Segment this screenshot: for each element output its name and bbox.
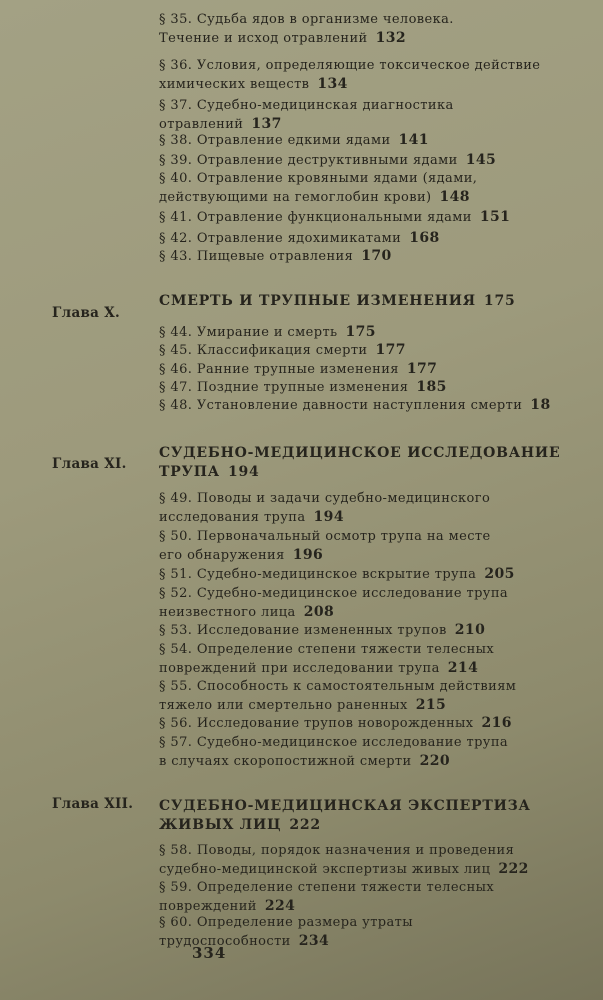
toc-page-number: 222 <box>498 861 529 877</box>
toc-entry-text: § 44. Умирание и смерть <box>159 325 338 340</box>
toc-entry-text: § 39. Отравление деструктивными ядами <box>159 153 458 168</box>
toc-page-number: 170 <box>361 248 392 264</box>
chapter-title-text: СУДЕБНО-МЕДИЦИНСКОЕ ИССЛЕДОВАНИЕ <box>159 445 561 461</box>
toc-entry-40 <box>159 169 603 207</box>
toc-page-number: 148 <box>439 189 470 205</box>
toc-entry-54 <box>159 640 603 678</box>
toc-entry-43 <box>159 247 603 266</box>
toc-page-number: 196 <box>292 547 324 563</box>
toc-entry-text: химических веществ <box>159 77 310 92</box>
toc-entry-47 <box>159 378 603 397</box>
toc-entry-49 <box>159 489 603 527</box>
toc-page-number: 177 <box>406 361 438 377</box>
chapter-label: Глава X. <box>52 305 120 321</box>
toc-entry-text: § 47. Поздние трупные изменения <box>159 380 409 395</box>
chapter-title <box>159 292 603 311</box>
toc-entry-text: § 59. Определение степени тяжести телесных <box>159 880 495 895</box>
chapter-label: Глава XII. <box>52 796 134 812</box>
toc-entry-text: § 38. Отравление едкими ядами <box>159 133 391 148</box>
toc-page-number: 194 <box>313 509 344 525</box>
toc-entry-text: § 50. Первоначальный осмотр трупа на месте <box>159 529 491 544</box>
toc-entry-58 <box>159 841 603 879</box>
toc-page-number: 220 <box>419 753 451 769</box>
toc-page-number: 168 <box>409 230 440 246</box>
toc-entry-text: § 37. Судебно-медицинская диагностика <box>159 98 454 113</box>
toc-entry-text: § 35. Судьба ядов в организме человека. <box>159 12 454 27</box>
toc-entry-36 <box>159 56 603 94</box>
toc-entry-59 <box>159 878 603 916</box>
toc-page-number: 175 <box>345 324 376 340</box>
toc-page-number: 210 <box>454 622 486 638</box>
toc-entry-text: судебно-медицинской экспертизы живых лиц <box>159 862 491 877</box>
chapter-title <box>159 444 603 482</box>
toc-entry-44 <box>159 323 603 342</box>
toc-entry-text: в случаях скоропостижной смерти <box>159 754 412 769</box>
toc-entry-53 <box>159 621 603 640</box>
chapter-title-text: СУДЕБНО-МЕДИЦИНСКАЯ ЭКСПЕРТИЗА <box>159 798 531 814</box>
toc-entry-text: § 53. Исследование измененных трупов <box>159 623 447 638</box>
toc-page-number: 185 <box>416 379 447 395</box>
toc-entry-text: его обнаружения <box>159 548 285 563</box>
toc-entry-45 <box>159 341 603 360</box>
toc-page-number: 18 <box>530 397 551 413</box>
chapter-title <box>159 797 603 835</box>
toc-entry-text: отравлений <box>159 117 244 132</box>
toc-entry-37 <box>159 96 603 134</box>
toc-entry-35 <box>159 10 603 48</box>
toc-entry-text: трудоспособности <box>159 934 291 949</box>
toc-entry-text: § 36. Условия, определяющие токсическое действие <box>159 58 541 73</box>
toc-page-number: 208 <box>303 604 335 620</box>
toc-entry-text: § 57. Судебно-медицинское исследование трупа <box>159 735 509 750</box>
toc-entry-48 <box>159 396 603 415</box>
toc-entry-text: § 52. Судебно-медицинское исследование трупа <box>159 586 509 601</box>
toc-page-number: 224 <box>264 898 296 914</box>
toc-entry-text: § 40. Отравление кровяными ядами (ядами, <box>159 171 478 186</box>
chapter-title-text: ЖИВЫХ ЛИЦ <box>159 817 282 833</box>
toc-page-number: 137 <box>251 116 282 132</box>
toc-page-number: 141 <box>398 132 429 148</box>
chapter-title-text: СМЕРТЬ И ТРУПНЫЕ ИЗМЕНЕНИЯ <box>159 293 476 309</box>
toc-entry-text: тяжело или смертельно раненных <box>159 698 408 713</box>
toc-page-number: 205 <box>484 566 515 582</box>
toc-page-number: 194 <box>227 464 260 480</box>
toc-page-number: 214 <box>447 660 479 676</box>
toc-entry-52 <box>159 584 603 622</box>
toc-entry-text: повреждений при исследовании трупа <box>159 661 440 676</box>
toc-entry-39 <box>159 151 603 170</box>
toc-page-number: 234 <box>298 933 330 949</box>
toc-entry-text: § 43. Пищевые отравления <box>159 249 354 264</box>
toc-entry-41 <box>159 208 603 227</box>
toc-page-number: 134 <box>317 76 348 92</box>
toc-page-number: 177 <box>375 342 406 358</box>
toc-entry-text: § 51. Судебно-медицинское вскрытие трупа <box>159 567 477 582</box>
toc-entry-text: § 41. Отравление функциональными ядами <box>159 210 472 225</box>
toc-entry-text: § 46. Ранние трупные изменения <box>159 362 399 377</box>
toc-entry-text: § 56. Исследование трупов новорожденных <box>159 716 474 731</box>
toc-entry-text: § 55. Способность к самостоятельным действиям <box>159 679 517 694</box>
page-folio-number: 334 <box>192 944 227 962</box>
toc-entry-42 <box>159 229 603 248</box>
toc-entry-text: Течение и исход отравлений <box>159 31 368 46</box>
toc-entry-text: § 49. Поводы и задачи судебно-медицинского <box>159 491 491 506</box>
toc-entry-text: § 45. Классификация смерти <box>159 343 368 358</box>
toc-page-number: 215 <box>415 697 447 713</box>
toc-entry-38 <box>159 131 603 150</box>
toc-page-number: 145 <box>465 152 497 168</box>
chapter-label: Глава XI. <box>52 456 127 472</box>
toc-entry-50 <box>159 527 603 565</box>
toc-page-number: 175 <box>483 293 516 309</box>
toc-entry-56 <box>159 714 603 733</box>
toc-entry-51 <box>159 565 603 584</box>
toc-page-number: 216 <box>481 715 512 731</box>
toc-entry-55 <box>159 677 603 715</box>
toc-page-number: 222 <box>289 817 321 833</box>
toc-entry-57 <box>159 733 603 771</box>
toc-page-number: 151 <box>479 209 511 225</box>
toc-entry-text: § 42. Отравление ядохимикатами <box>159 231 402 246</box>
toc-entry-text: исследования трупа <box>159 510 306 525</box>
toc-entry-text: § 48. Установление давности наступления смерти <box>159 398 523 413</box>
toc-entry-text: § 60. Определение размера утраты <box>159 915 414 930</box>
toc-entry-46 <box>159 360 603 379</box>
toc-entry-text: § 54. Определение степени тяжести телесных <box>159 642 495 657</box>
toc-page-number: 132 <box>375 30 407 46</box>
chapter-title-text: ТРУПА <box>159 464 220 480</box>
toc-entry-text: неизвестного лица <box>159 605 296 620</box>
toc-entry-text: действующими на гемоглобин крови) <box>159 190 432 205</box>
toc-entry-text: повреждений <box>159 899 257 914</box>
toc-entry-text: § 58. Поводы, порядок назначения и проведения <box>159 843 515 858</box>
